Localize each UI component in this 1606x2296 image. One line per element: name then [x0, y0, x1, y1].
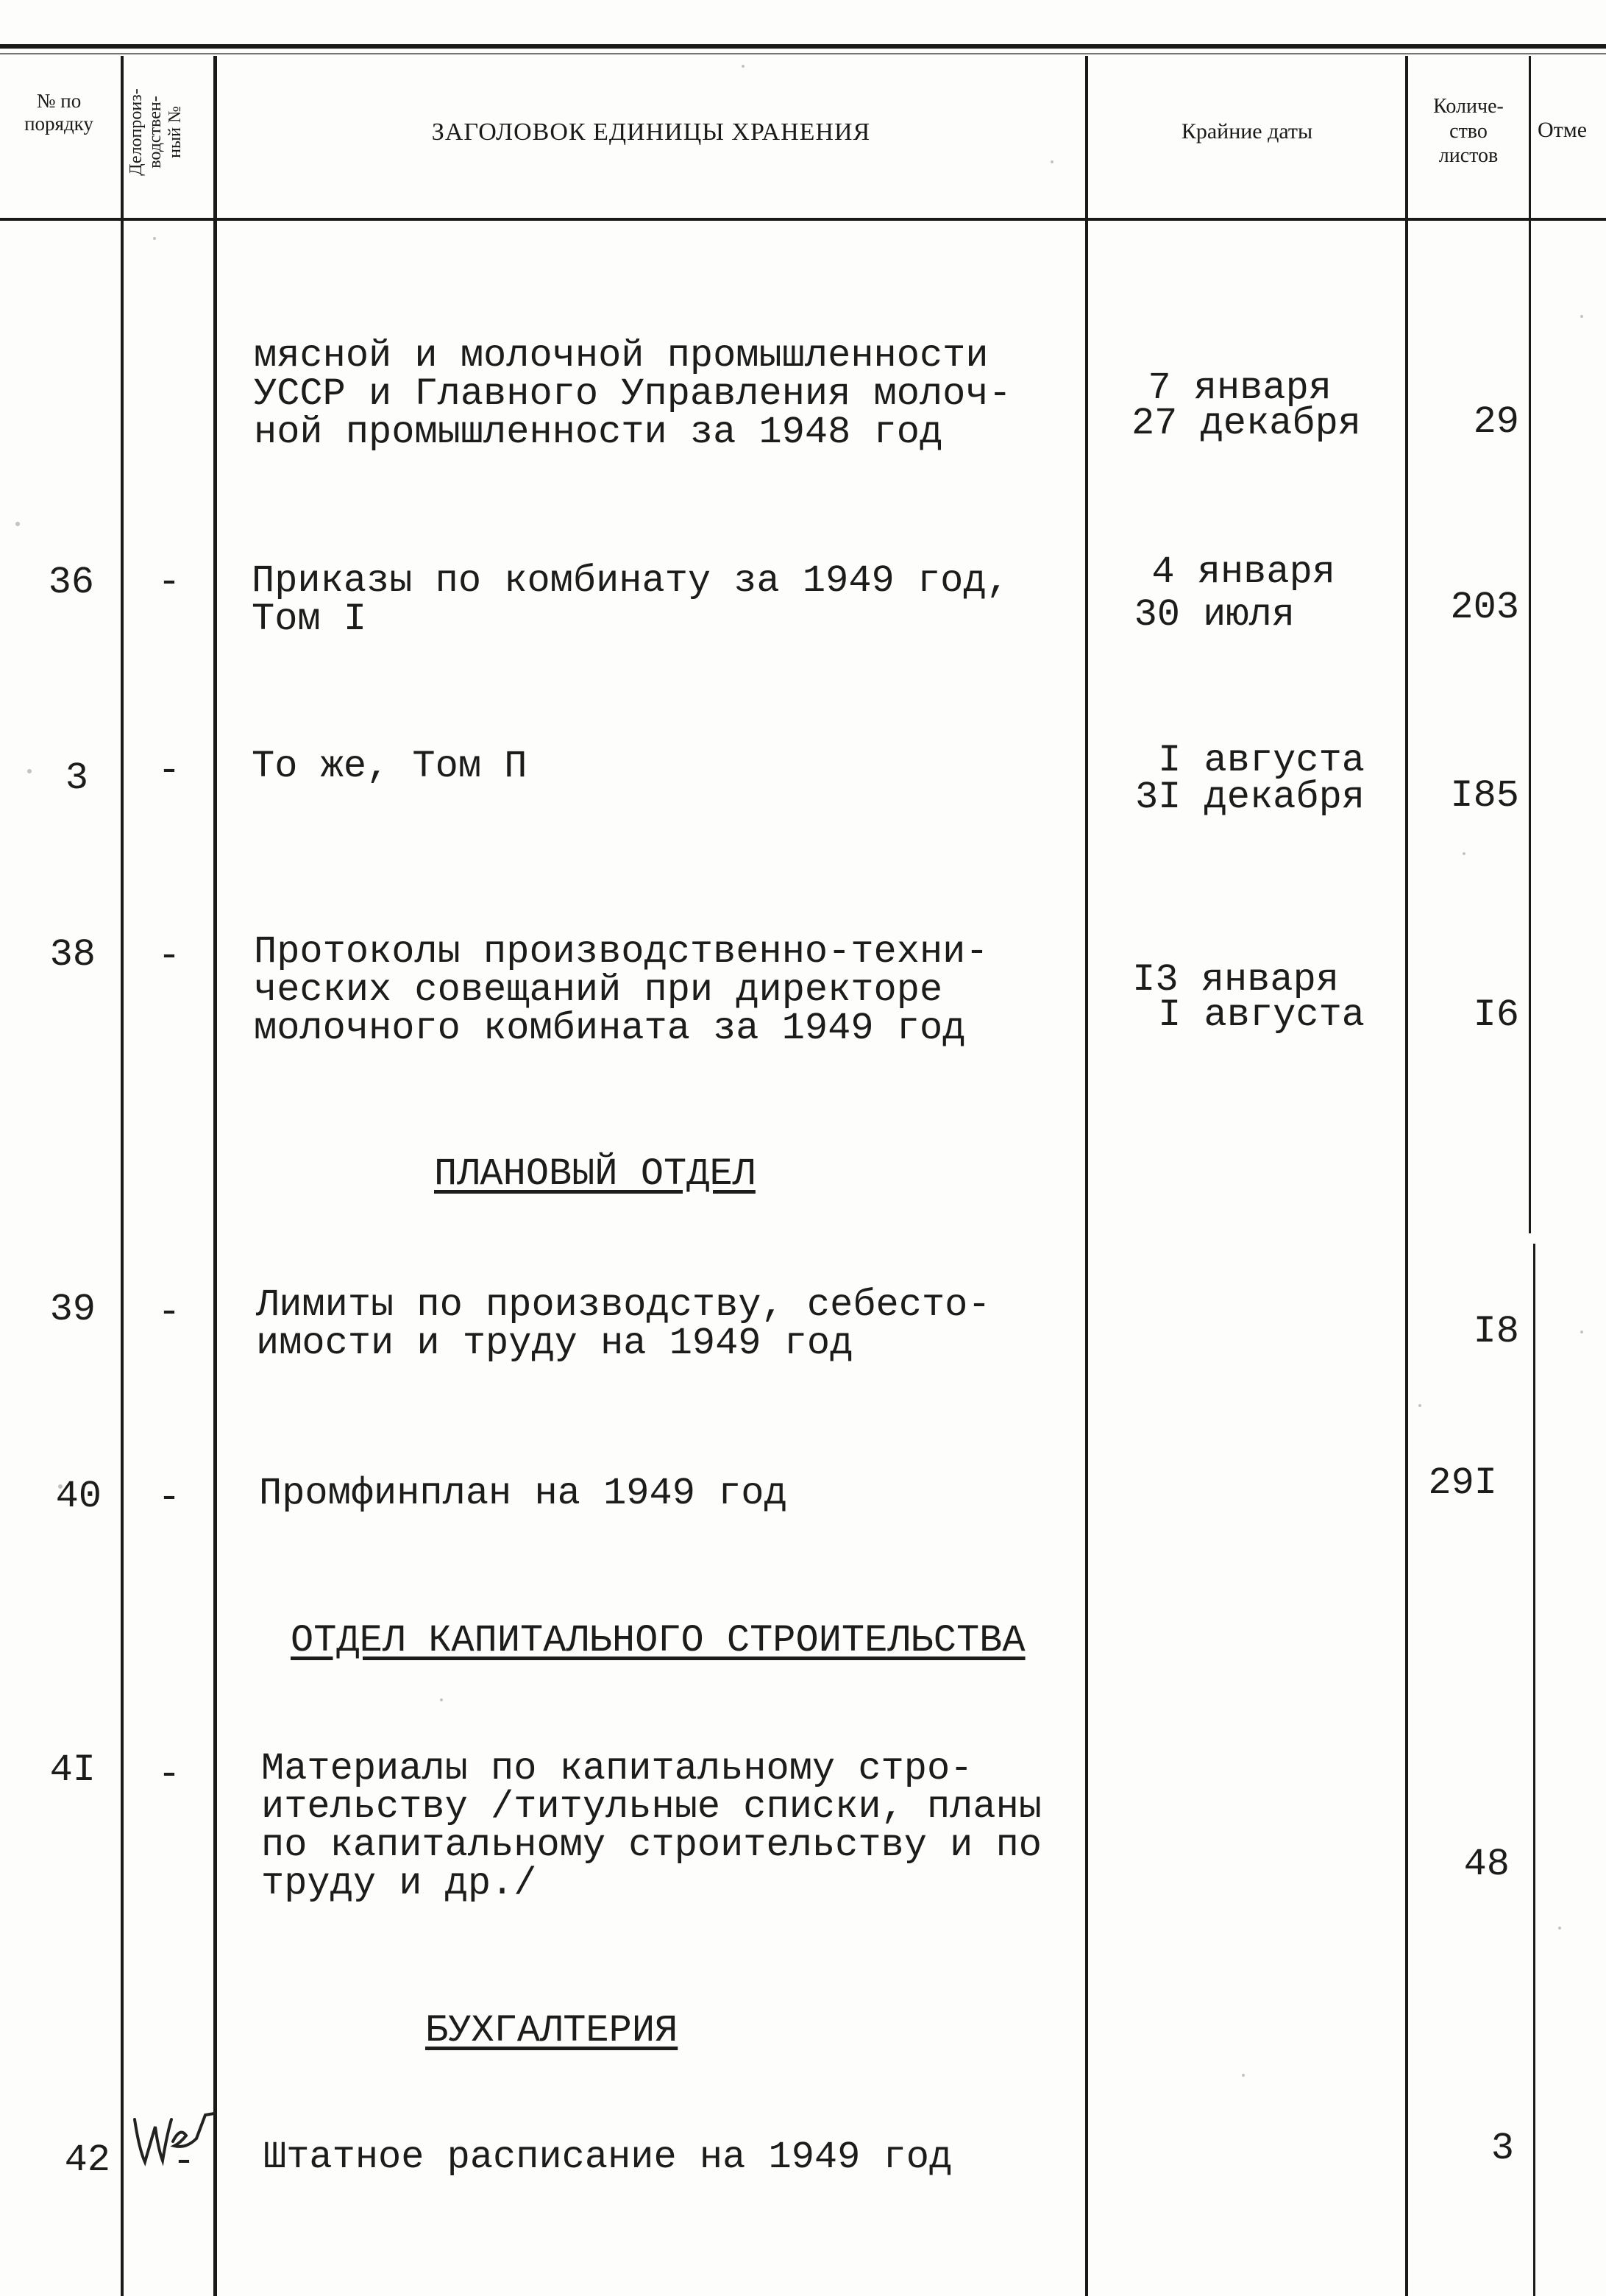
row-title: То же, Том П [252, 745, 527, 788]
row-title: Штатное расписание на 1949 год [263, 2136, 953, 2179]
row-sheets: 48 [1463, 1843, 1510, 1886]
header-bottom-rule [0, 218, 1606, 221]
row-office-number: - [157, 749, 181, 793]
row-office-number: - [172, 2140, 196, 2183]
row-sheets: 29I [1428, 1461, 1497, 1505]
row-number: 3 [65, 757, 88, 800]
section-heading-construction: ОТДЕЛ КАПИТАЛЬНОГО СТРОИТЕЛЬСТВА [291, 1619, 1026, 1662]
row-title: Протоколы производственно-техни- ческих совещаний при директоре молочного комбината за 1949 год [254, 930, 989, 1050]
row-office-number: - [157, 935, 181, 978]
row-number: 36 [48, 561, 94, 604]
col-divider-2 [213, 56, 217, 2296]
top-rule-thin [0, 53, 1606, 54]
header-col-dates: Крайние даты [1181, 119, 1313, 144]
row-date-from: I августа [1158, 739, 1365, 782]
row-office-number: - [157, 1753, 181, 1796]
row-date-to: 27 декабря [1131, 402, 1361, 445]
row-office-number: - [157, 561, 181, 604]
row-title: Приказы по комбинату за 1949 год, Том I [252, 559, 1009, 641]
header-col-notes: Отме [1538, 118, 1588, 142]
row-office-number: - [157, 1291, 181, 1334]
header-col-sheets: Количе- ство листов [1433, 95, 1504, 168]
col-divider-4 [1405, 56, 1408, 2296]
header-col-number: № по порядку [24, 90, 93, 135]
row-number: 39 [49, 1288, 96, 1331]
row-number: 38 [49, 933, 96, 977]
row-title: мясной и молочной промышленности УССР и Главного Управления молоч- ной промышленности за 1948 год [254, 334, 1012, 454]
col-divider-5 [1529, 56, 1531, 1233]
section-heading-planning: ПЛАНОВЫЙ ОТДЕЛ [434, 1152, 756, 1196]
row-office-number: - [157, 1476, 181, 1520]
row-date-from: I3 января [1132, 958, 1339, 1002]
row-title: Лимиты по производству, себесто- имости и труду на 1949 год [256, 1283, 991, 1365]
handwritten-initials [129, 2097, 217, 2178]
top-rule [0, 44, 1606, 49]
row-date-from: 7 января [1148, 366, 1332, 410]
row-number: 42 [64, 2139, 110, 2182]
row-date-from: 4 января [1151, 550, 1335, 594]
col-divider-5b [1533, 1244, 1535, 2296]
row-sheets: I85 [1450, 774, 1519, 818]
row-number: 40 [55, 1475, 102, 1518]
header-col-office-number: Делопроиз- водствен- ный № [127, 88, 185, 176]
row-sheets: 29 [1473, 400, 1519, 444]
row-sheets: 3 [1490, 2127, 1514, 2170]
col-divider-1 [121, 56, 124, 2296]
row-title: Промфинплан на 1949 год [259, 1472, 787, 1515]
row-sheets: 203 [1450, 586, 1519, 629]
row-sheets: I6 [1473, 993, 1519, 1037]
row-title: Материалы по капитальному стро- ительству /титульные списки, планы по капитальному строительству и по труду и др./ [261, 1747, 1042, 1905]
row-date-to: 3I декабря [1134, 776, 1365, 819]
row-date-to: I августа [1158, 993, 1365, 1037]
section-heading-accounting: БУХГАЛТЕРИЯ [425, 2009, 678, 2052]
header-col-title: ЗАГОЛОВОК ЕДИНИЦЫ ХРАНЕНИЯ [431, 118, 871, 146]
row-date-to: 30 июля [1134, 593, 1295, 637]
row-number: 4I [49, 1748, 96, 1792]
row-sheets: I8 [1473, 1310, 1519, 1353]
